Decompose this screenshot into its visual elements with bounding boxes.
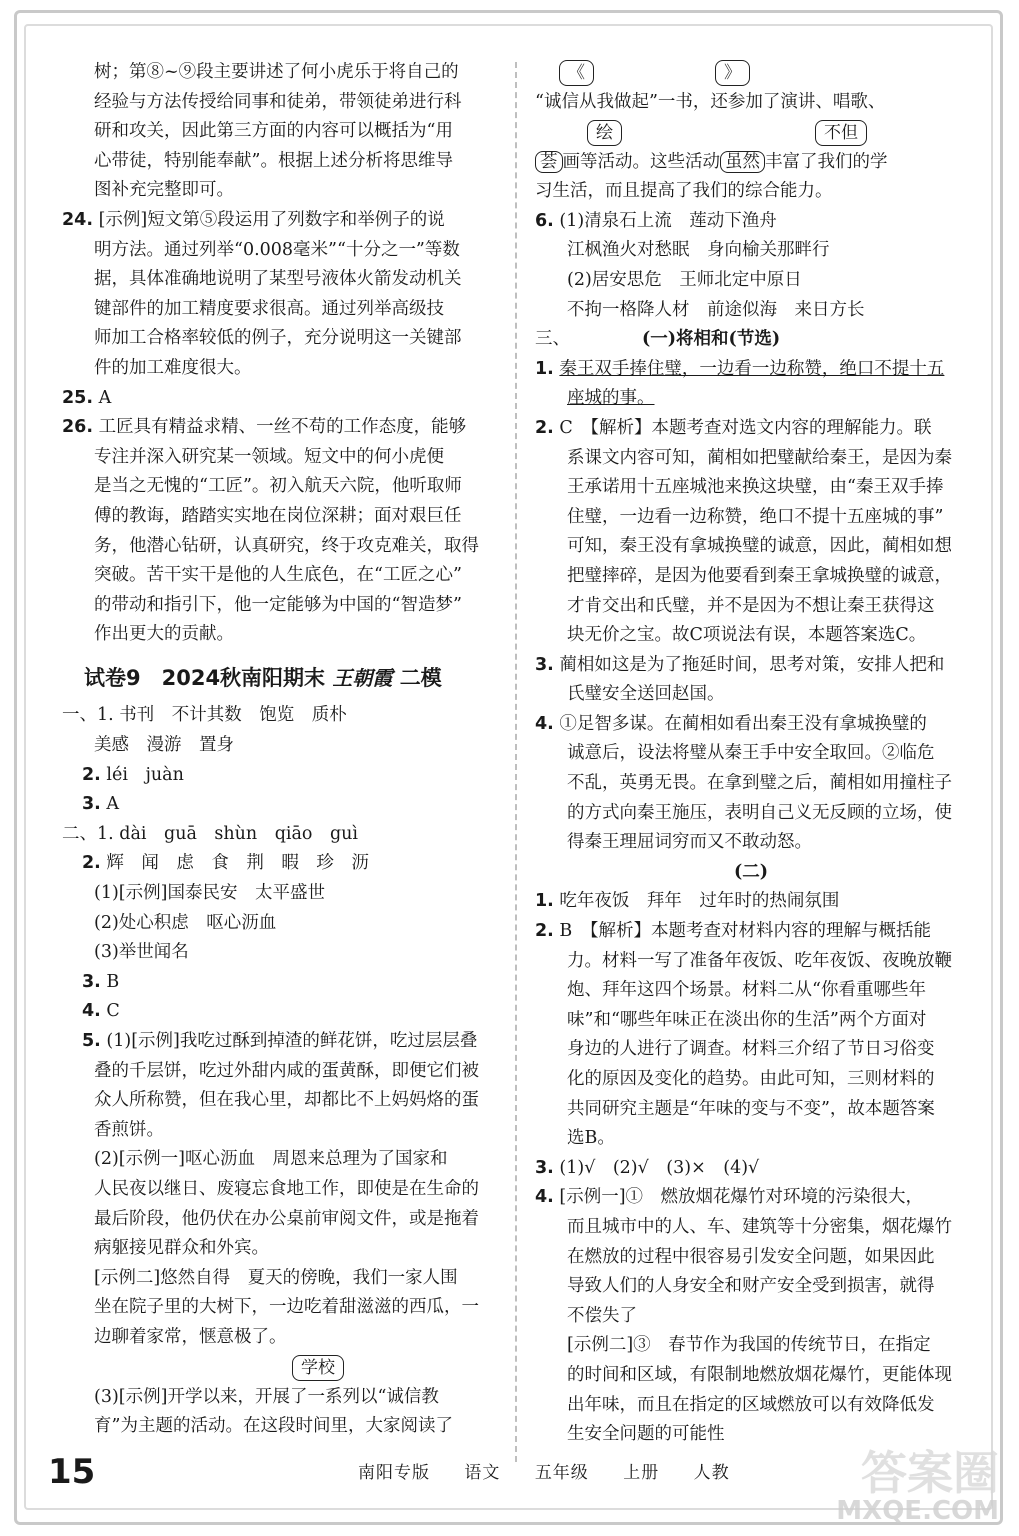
answer-text: 心带徒，特别能奉献”。根据上述分析将思维导 bbox=[94, 150, 453, 171]
answer-line: 美感 漫游 置身 bbox=[94, 735, 234, 756]
question-number: 3. bbox=[82, 794, 101, 815]
watermark-url: MXQE.COM bbox=[836, 1496, 999, 1526]
answer-line: 明方法。通过列举“0.008毫米”“十分之一”等数 bbox=[94, 239, 460, 260]
question-number: 3. bbox=[535, 654, 554, 675]
answer-line: 人民夜以继日、废寝忘食地工作，即使是在生命的 bbox=[94, 1178, 479, 1199]
answer-line: 味”和“哪些年味正在淡出你的生活”两个方面对 bbox=[567, 1009, 927, 1030]
question-25 bbox=[62, 384, 500, 414]
answer-line: (2)居安思危 王师北定中原日 bbox=[567, 269, 802, 290]
answer-line: 可知，秦王没有拿城换璧的诚意，因此，蔺相如想 bbox=[567, 536, 952, 557]
answer-line: 不偿失了 bbox=[567, 1305, 637, 1326]
answer-line: 而且城市中的人、车、建筑等十分密集，烟花爆竹 bbox=[567, 1216, 952, 1237]
question-24 bbox=[62, 206, 500, 384]
answer-line: 件的加工难度很大。 bbox=[94, 357, 252, 378]
answer-text: 树；第⑧~⑨段主要讲述了何小虎乐于将自己的 bbox=[94, 62, 459, 82]
answer-line: (1)[示例]国泰民安 太平盛世 bbox=[94, 883, 325, 904]
question-number: 4. bbox=[535, 713, 554, 734]
answer-line: 辉 闻 虑 食 荆 暇 珍 沥 bbox=[106, 853, 369, 874]
correction-mark: 不但 bbox=[815, 120, 867, 146]
answer-line: léi juàn bbox=[106, 764, 184, 785]
answer-text: 画等活动。这些活动 bbox=[562, 151, 720, 172]
answer-line: 共同研究主题是“年味的变与不变”，故本题答案 bbox=[567, 1098, 935, 1119]
answer-line: 师加工合格率较低的例子，充分说明这一关键部 bbox=[94, 328, 462, 349]
answer-line: (3)[示例]开学以来，开展了一系列以“诚信教 bbox=[94, 1386, 439, 1407]
question-5 bbox=[62, 1027, 500, 1442]
answer-line: 座城的事。 bbox=[567, 388, 655, 409]
section-title: 试卷9 2024秋南阳期末 bbox=[84, 665, 326, 690]
question-26 bbox=[62, 413, 500, 650]
answer-line: B bbox=[106, 971, 120, 992]
answer-line: 是当之无愧的“工匠”。初入航天六院，他听取师 bbox=[94, 476, 462, 497]
answer-line: 习生活，而且提高了我们的综合能力。 bbox=[535, 181, 833, 202]
answer-line: 秦王双手捧住璧，一边看一边称赞，绝口不提十五 bbox=[559, 358, 945, 379]
answer-line: [示例]短文第⑤段运用了列数字和举例子的说 bbox=[98, 209, 445, 230]
question-number: 5. bbox=[82, 1031, 101, 1051]
correction-mark: 绘 bbox=[587, 120, 622, 146]
answer-line: 导致人们的人身安全和财产安全受到损害，就得 bbox=[567, 1276, 935, 1297]
answer-line: 吃年夜饭 拜年 过年时的热闹氛围 bbox=[559, 891, 840, 912]
answer-line: [示例一]① 燃放烟花爆竹对环境的污染很大， bbox=[559, 1187, 924, 1208]
material-answer-2 bbox=[535, 917, 967, 1154]
answer-line: 蔺相如这是为了拖延时间，思考对策，安排人把和 bbox=[559, 654, 945, 675]
brand-logo: 王朝霞 bbox=[332, 665, 393, 690]
answer-line: 炮、拜年这四个场景。材料二从“你看重哪些年 bbox=[567, 980, 926, 1001]
answer-line: 坐在院子里的大树下，一边吃着甜滋滋的西瓜，一 bbox=[94, 1297, 479, 1318]
answer-line: 不拘一格降人材 前途似海 来日方长 bbox=[567, 299, 865, 320]
watermark-logo: 答案圈 bbox=[861, 1446, 999, 1500]
answer-line: 突破。苦干实干是他的人生底色，在“工匠之心” bbox=[94, 565, 462, 586]
reading-answer-1 bbox=[535, 355, 967, 414]
answer-line: A bbox=[98, 387, 112, 408]
correction-row bbox=[535, 58, 967, 88]
question-number: 24. bbox=[62, 209, 94, 230]
answer-line: 生安全问题的可能性 bbox=[567, 1424, 725, 1445]
answer-line: 不乱，英勇无畏。在拿到璧之后，蔺相如用撞柱子 bbox=[567, 773, 952, 794]
answer-line: 在燃放的过程中很容易引发安全问题，如果因此 bbox=[567, 1246, 935, 1267]
answer-line: 香煎饼。 bbox=[94, 1119, 164, 1140]
answer-line: A bbox=[106, 794, 120, 815]
answer-line: 氏璧安全送回赵国。 bbox=[567, 684, 725, 705]
reading-answer-3 bbox=[535, 651, 967, 710]
answer-line: 得秦王理屈词穷而又不敢动怒。 bbox=[567, 832, 812, 853]
answer-line: ①足智多谋。在蔺相如看出秦王没有拿城换璧的 bbox=[559, 713, 927, 734]
grade-label: 五年级 bbox=[534, 1463, 589, 1483]
answer-line: (3)举世闻名 bbox=[94, 942, 189, 963]
answer-line: 务，他潜心钻研，认真研究，终于攻克难关，取得 bbox=[94, 535, 479, 556]
answer-line: 身边的人进行了调查。材料三介绍了节日习俗变 bbox=[567, 1039, 935, 1060]
correction-mark: 》 bbox=[715, 60, 750, 86]
section-heading bbox=[84, 664, 500, 694]
correction-mark: 《 bbox=[559, 60, 594, 86]
right-column bbox=[535, 58, 967, 1450]
answer-line: “诚信从我做起”一书，还参加了演讲、唱歌、 bbox=[535, 92, 886, 112]
answer-line: [示例二]悠然自得 夏天的傍晚，我们一家人围 bbox=[94, 1267, 458, 1288]
question-number: 2. bbox=[535, 417, 554, 438]
question-number: 2. bbox=[82, 764, 101, 785]
answer-line: 专注并深入研究某一领域。短文中的何小虎便 bbox=[94, 446, 444, 467]
answer-line: (1)√ (2)√ (3)× (4)√ bbox=[559, 1157, 760, 1178]
answer-text: 丰富了我们的学 bbox=[765, 151, 888, 172]
question-number: 3. bbox=[535, 1157, 554, 1178]
section-title: (一)将相和(节选) bbox=[642, 329, 781, 350]
correction-row bbox=[62, 1353, 500, 1383]
answer-line: 工匠具有精益求精、一丝不苟的工作态度，能够 bbox=[98, 417, 467, 438]
reading-answer-2 bbox=[535, 414, 967, 651]
question-number: 26. bbox=[62, 417, 94, 438]
question-number: 4. bbox=[535, 1187, 554, 1208]
subject-label: 语文 bbox=[464, 1463, 501, 1483]
answer-line: 化的原因及变化的趋势。由此可知，三则材料的 bbox=[567, 1069, 935, 1089]
edition-label: 南阳专版 bbox=[358, 1463, 430, 1483]
question-6 bbox=[535, 207, 967, 325]
section-label: 三、 bbox=[535, 329, 570, 350]
watermark bbox=[836, 1448, 999, 1524]
answer-line: 江枫渔火对愁眠 身向榆关那畔行 bbox=[567, 240, 830, 261]
answer-line: C 【解析】本题考查对选文内容的理解能力。联 bbox=[559, 417, 932, 438]
section-suffix: 二模 bbox=[399, 665, 442, 690]
marked-word: 虽然 bbox=[720, 151, 765, 173]
marked-word: 荟 bbox=[535, 151, 563, 173]
answer-line: 住璧，一边看一边称赞，绝口不提十五座城的事” bbox=[567, 506, 944, 527]
question-number: 25. bbox=[62, 387, 94, 408]
answer-line: 病躯接见群众和外宾。 bbox=[94, 1238, 269, 1259]
answer-line: (1)清泉石上流 莲动下渔舟 bbox=[559, 210, 777, 231]
answer-line: 一、1. 书刊 不计其数 饱览 质朴 bbox=[62, 705, 347, 726]
correction-row bbox=[535, 118, 967, 148]
answer-text: 经验与方法传授给同事和徒弟，带领徒弟进行科 bbox=[94, 91, 462, 112]
answer-line: 众人所称赞，但在我心里，却都比不上妈妈烙的蛋 bbox=[94, 1090, 479, 1111]
answer-line: 诚意后，设法将璧从秦王手中安全取回。②临危 bbox=[567, 743, 935, 764]
publisher-label: 人教 bbox=[693, 1463, 730, 1483]
answer-line: 块无价之宝。故C项说法有误，本题答案选C。 bbox=[567, 625, 927, 646]
answer-line: (1)[示例]我吃过酥到掉渣的鲜花饼，吃过层层叠 bbox=[106, 1031, 478, 1051]
answer-line: 键部件的加工精度要求很高。通过列举高级技 bbox=[94, 298, 444, 319]
question-number: 2. bbox=[82, 853, 101, 874]
answer-line: 把璧摔碎，是因为他要看到秦王拿城换璧的诚意， bbox=[567, 565, 952, 586]
question-number: 4. bbox=[82, 1001, 101, 1022]
answer-line: C bbox=[106, 1001, 120, 1022]
question-number: 6. bbox=[535, 210, 554, 231]
answer-text: 研和攻关，因此第三方面的内容可以概括为“用 bbox=[94, 121, 453, 142]
question-number: 1. bbox=[535, 358, 554, 379]
answer-line: 最后阶段，他仍伏在办公桌前审阅文件，或是拖着 bbox=[94, 1208, 479, 1229]
answer-line: 边聊着家常，惬意极了。 bbox=[94, 1326, 287, 1347]
answer-line: 傅的教诲，踏踏实实地在岗位深耕；面对艰巨任 bbox=[94, 505, 462, 526]
answer-line: 出年味，而且在指定的区域燃放可以有效降低发 bbox=[567, 1394, 935, 1415]
answer-line: (2)处心积虑 呕心沥血 bbox=[94, 912, 277, 933]
answer-line: 王承诺用十五座城池来换这块璧，由“秦王双手捧 bbox=[567, 477, 944, 498]
question-number: 2. bbox=[535, 921, 554, 942]
answer-line: (2)[示例一]呕心沥血 周恩来总理为了国家和 bbox=[94, 1149, 448, 1170]
question-number: 3. bbox=[82, 971, 101, 992]
question-number: 1. bbox=[535, 891, 554, 912]
answer-line: 的带动和指引下，他一定能够为中国的“智造梦” bbox=[94, 594, 462, 615]
answer-line: B 【解析】本题考查对材料内容的理解与概括能 bbox=[559, 921, 932, 942]
answer-line: 二、1. dài guā shùn qiāo guì bbox=[62, 823, 359, 844]
book-info bbox=[358, 1458, 758, 1483]
answer-line: [示例二]③ 春节作为我国的传统节日，在指定 bbox=[567, 1335, 931, 1356]
subsection-title: (二) bbox=[733, 861, 769, 882]
answer-line: 育”为主题的活动。在这段时间里，大家阅读了 bbox=[94, 1416, 453, 1437]
column-divider bbox=[515, 62, 517, 1462]
reading-answer-4 bbox=[535, 710, 967, 858]
answer-line: 据，具体准确地说明了某型号液体火箭发动机关 bbox=[94, 269, 462, 290]
left-column bbox=[62, 58, 500, 1442]
answer-line: 才肯交出和氏璧，并不是因为不想让秦王获得这 bbox=[567, 595, 935, 616]
answer-line: 的时间和区域，有限制地燃放烟花爆竹，更能体现 bbox=[567, 1364, 952, 1385]
answer-line: 力。材料一写了准备年夜饭、吃年夜饭、夜晚放鞭 bbox=[567, 950, 952, 971]
answer-text: 图补充完整即可。 bbox=[94, 180, 234, 201]
page-number: 15 bbox=[48, 1452, 96, 1492]
answer-line: 选B。 bbox=[567, 1128, 615, 1149]
material-answer-4 bbox=[535, 1183, 967, 1449]
answer-line: 作出更大的贡献。 bbox=[94, 624, 234, 645]
volume-label: 上册 bbox=[623, 1463, 660, 1483]
correction-mark: 学校 bbox=[292, 1355, 344, 1381]
answer-line: 的方式向秦王施压，表明自己义无反顾的立场，使 bbox=[567, 802, 952, 823]
answer-line: 叠的千层饼，吃过外甜内咸的蛋黄酥，即便它们被 bbox=[94, 1060, 479, 1081]
answer-line: 系课文内容可知，蔺相如把璧献给秦王，是因为秦 bbox=[567, 447, 952, 468]
